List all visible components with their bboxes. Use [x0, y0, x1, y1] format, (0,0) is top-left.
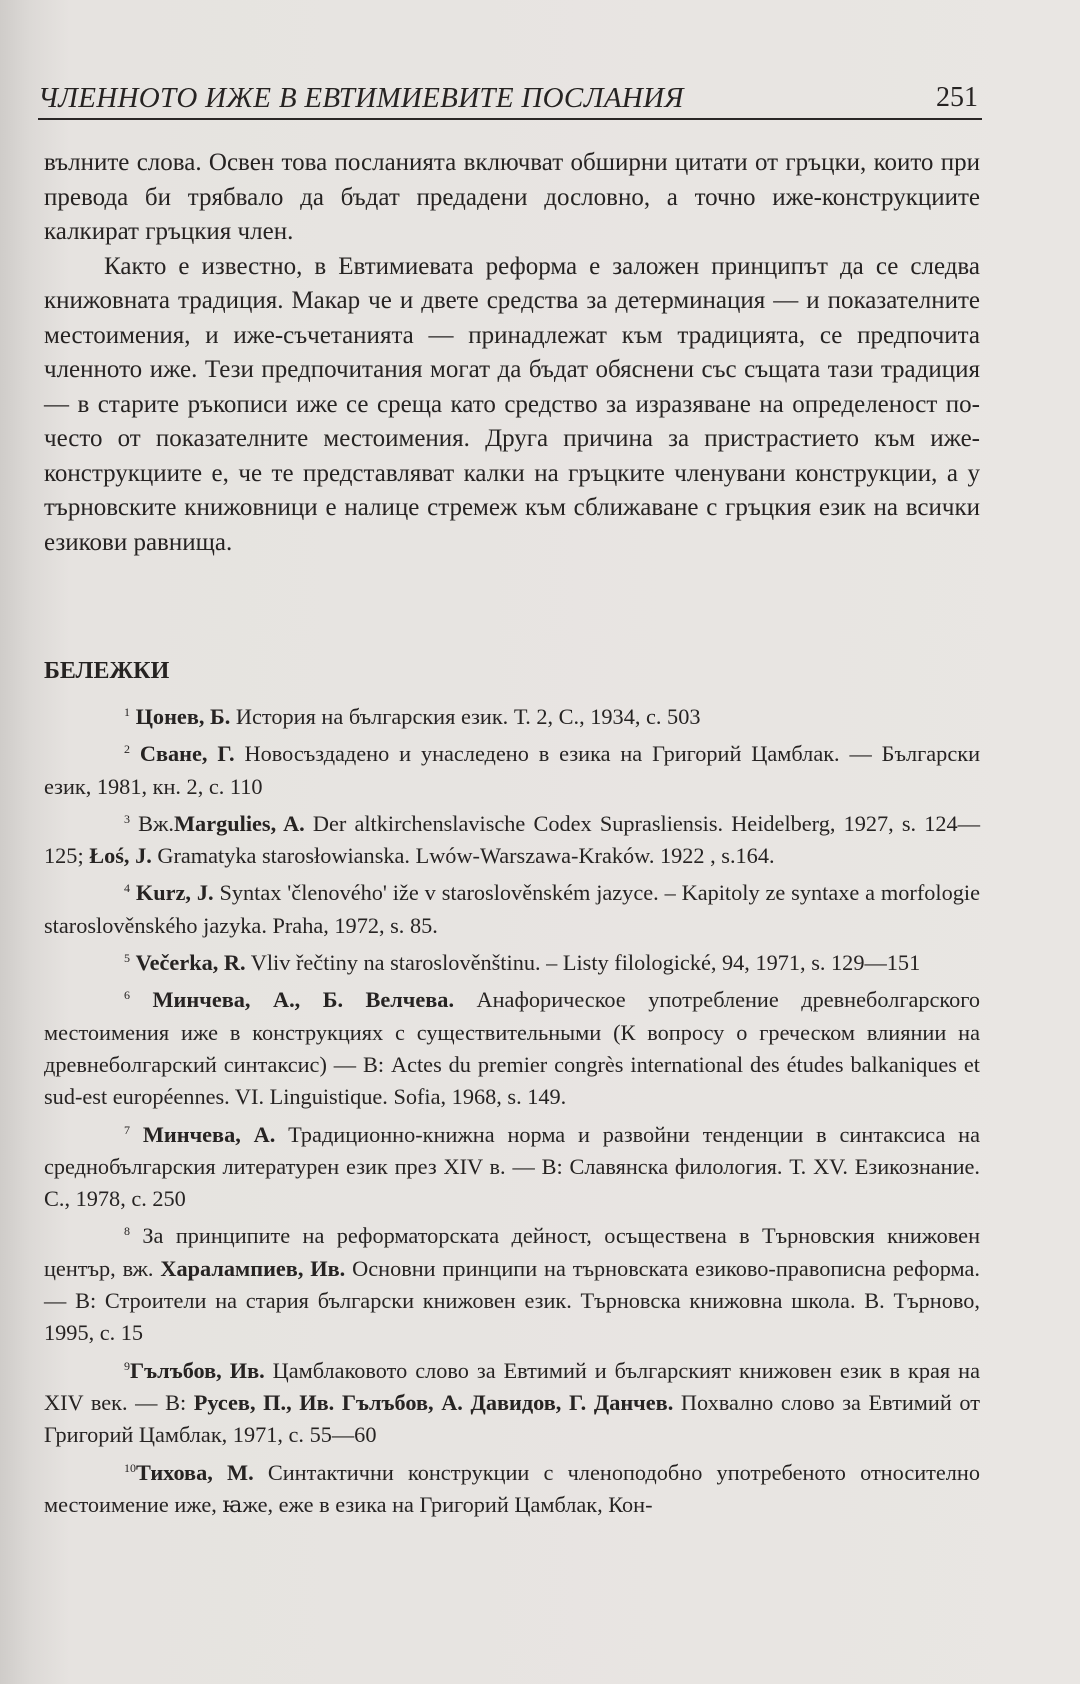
footnote-9	[44, 1350, 980, 1452]
paragraph-continued: вълните слова. Освен това посланията включват обширни цитати от гръцки, които при превода би трябвало да бъдат предадени дословно, а точно иже-конструкциите калкират гръцкия член.	[44, 149, 980, 245]
notes-heading: БЕЛЕЖКИ	[44, 658, 170, 684]
footnote-6	[44, 979, 980, 1113]
footnote-text: Основни принципи на търновската езиково-правописна реформа. — В: Строители на стария български книжовен език. Търновска книжовна школа. В. Търново, 1995, с. 15	[44, 1255, 980, 1346]
page-number: 251	[936, 82, 978, 113]
footnote-number: 5	[124, 951, 130, 966]
footnote-4	[44, 872, 980, 942]
footnote-number: 1	[124, 705, 130, 719]
footnote-author: Margulies, A.	[174, 810, 305, 836]
footnote-author-2: Русев, П., Ив. Гълъбов, А. Давидов, Г. Данчев.	[193, 1389, 674, 1415]
footnote-10	[44, 1452, 980, 1522]
footnote-2	[44, 733, 980, 803]
footnote-author: Минчева, А., Б. Велчева.	[152, 987, 455, 1013]
footnote-text: Цамблаковото слово за Евтимий и българският книжовен език в края на XIV век. — В:	[44, 1357, 980, 1415]
footnote-number: 9	[124, 1358, 130, 1373]
footnote-8	[44, 1215, 980, 1349]
footnote-7	[44, 1114, 980, 1216]
footnote-author: Сване, Г.	[139, 741, 235, 767]
footnote-text: Новосъздадено и унаследено в езика на Григорий Цамблак. — Български език, 1981, кн. 2, с. 110	[44, 741, 980, 799]
running-header	[38, 78, 982, 120]
footnote-author: Харалампиев, Ив.	[160, 1255, 346, 1281]
footnote-author: Минчева, А.	[142, 1121, 276, 1147]
footnote-text: Синтактични конструкции с членоподобно употребеното относително местоимение иже, ꙗже, еже в езика на Григорий Цамблак, Кон-	[44, 1459, 980, 1517]
running-title: ЧЛЕННОТО ИЖЕ В ЕВТИМИЕВИТЕ ПОСЛАНИЯ	[38, 82, 684, 114]
footnote-number: 8	[124, 1224, 130, 1239]
footnote-number: 4	[124, 881, 130, 896]
footnote-author: Гълъбов, Ив.	[130, 1357, 265, 1383]
footnote-1	[44, 696, 980, 733]
footnote-author-2: Łoś, J.	[89, 843, 152, 869]
footnote-text: Der altkirchenslavische Codex Suprasliensis. Heidelberg, 1927, s. 124—125;	[44, 810, 980, 869]
footnote-text: Анафорическое употребление древнеболгарского местоимения иже в конструкциях с существительными (К вопросу о греческом влиянии на древнеболгарский синтаксис) — В: Actes du premier congrès international des études balkaniques et sud-est européennes. VI. Linguistique. Sofia, 1968, s. 149.	[44, 987, 981, 1110]
footnote-5	[44, 942, 980, 979]
main-text	[44, 146, 980, 560]
footnote-number: 6	[124, 988, 130, 1003]
footnote-author: Тихова, М.	[136, 1459, 254, 1485]
footnotes	[44, 696, 980, 1521]
footnote-number: 7	[124, 1122, 130, 1137]
footnote-3	[44, 803, 980, 873]
footnote-author: Цонев, Б.	[135, 704, 231, 729]
footnote-prefix: За принципите на реформаторската дейност, осъществена в Търновския книжовен център, вж.	[44, 1223, 980, 1281]
footnote-text: Syntax 'členového' iže v staroslověnském jazyce. – Kapitoly ze syntaxe a morfologie staroslověnského jazyka. Praha, 1972, s. 85.	[44, 880, 980, 938]
footnote-text: Традиционно-книжна норма и развойни тенденции в синтаксиса на среднобългарския литературен език през XIV в. — В: Славянска филология. Т. XV. Езикознание. С., 1978, с. 250	[44, 1121, 980, 1212]
footnote-prefix: Вж.	[138, 810, 174, 836]
footnote-text-2: Похвално слово за Евтимий от Григорий Цамблак, 1971, с. 55—60	[44, 1389, 980, 1448]
footnote-author: Kurz, J.	[135, 880, 214, 906]
footnote-text: Vliv řečtiny na staroslověnštinu. – Listy filologické, 94, 1971, s. 129—151	[245, 950, 921, 976]
footnote-number: 3	[124, 811, 130, 826]
paragraph: Както е известно, в Евтимиевата реформа е заложен принципът да се следва книжовната традиция. Макар че и двете средства за детерминация — и показателните местоимения, и иже-съчетанията — принадлежат към традицията, се предпочита членното иже. Тези предпочитания могат да бъдат обяснени със същата тази традиция — в старите ръкописи иже се среща като средство за изразяване на определеност по-често от показателните местоимения. Друга причина за пристрастието към иже-конструкциите е, че те представляват калки на гръцките членувани конструкции, а у търновските книжовници е налице стремеж към сближаване с гръцкия език на всички езикови равнища.	[44, 252, 980, 556]
footnote-author: Večerka, R.	[135, 950, 246, 976]
footnote-text: История на българския език. Т. 2, С., 1934, с. 503	[230, 704, 701, 729]
footnote-number: 2	[124, 742, 130, 757]
footnote-text-2: Gramatyka starosłowianska. Lwów-Warszawa-Kraków. 1922 , s.164.	[151, 843, 775, 869]
footnote-number: 10	[124, 1460, 136, 1475]
